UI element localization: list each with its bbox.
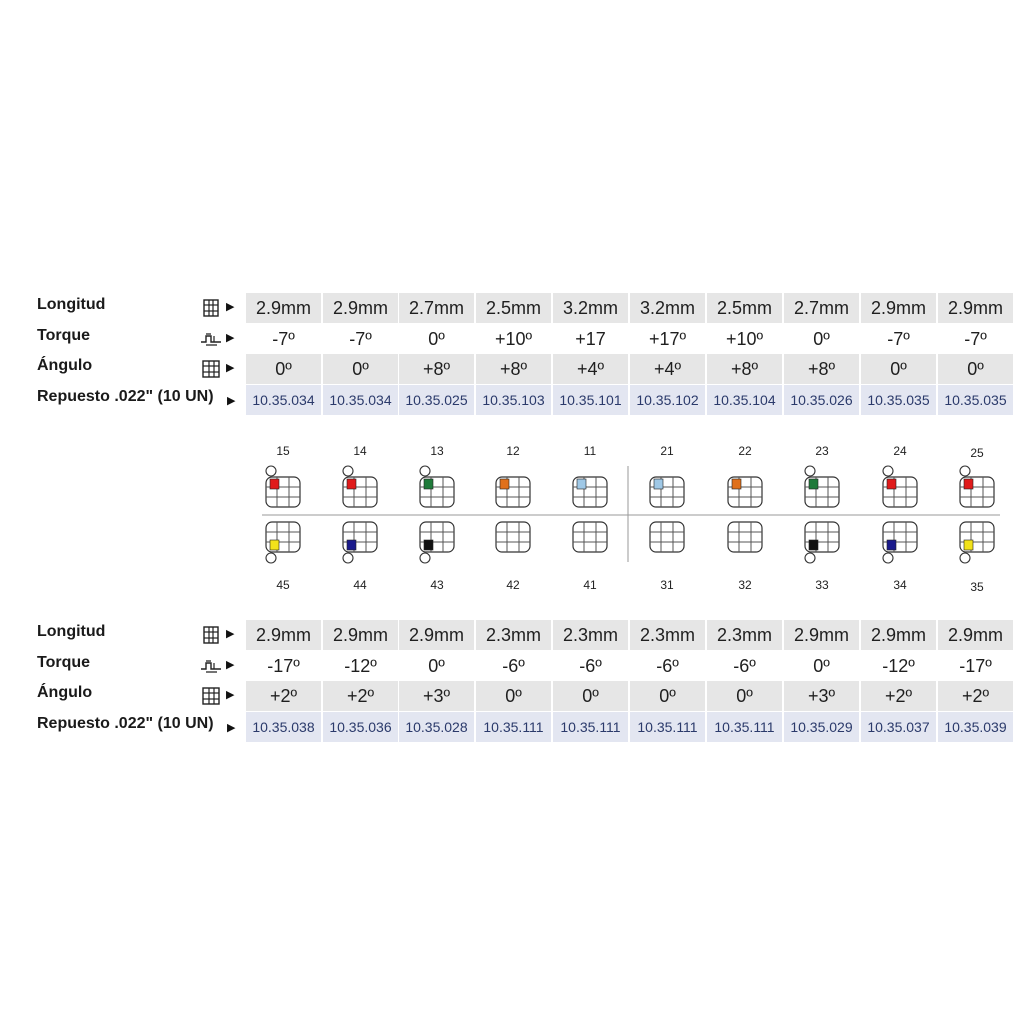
- arrow-right-icon: ▶: [226, 332, 235, 344]
- hook-icon: [805, 466, 815, 476]
- lower-bracket: [573, 522, 607, 552]
- color-marker: [424, 479, 433, 489]
- spec-cell: 10.35.029: [784, 712, 859, 742]
- spec-row: [0, 293, 1024, 323]
- row-label: Repuesto .022" (10 UN): [37, 388, 214, 405]
- spec-cell: 2.3mm: [630, 620, 705, 650]
- hook-icon: [883, 466, 893, 476]
- spec-cell: -6º: [502, 655, 525, 676]
- tooth-number: 42: [506, 578, 520, 592]
- spec-cell: 2.5mm: [476, 293, 551, 323]
- upper-bracket: [343, 466, 377, 507]
- upper-bracket: [728, 477, 762, 507]
- spec-cell: 3.2mm: [630, 293, 705, 323]
- hook-icon: [960, 553, 970, 563]
- tooth-number: 24: [893, 444, 907, 458]
- spec-cell: -12º: [344, 655, 377, 676]
- tooth-number: 21: [660, 444, 674, 458]
- spec-row: [0, 620, 1024, 650]
- spec-cell: +17º: [648, 328, 687, 349]
- spec-cell: +3º: [399, 681, 474, 711]
- spec-cell: 2.9mm: [323, 620, 398, 650]
- spec-cell: +2º: [323, 681, 398, 711]
- color-marker: [809, 540, 818, 550]
- bracket-length-icon: [200, 626, 222, 644]
- spec-cell: 2.9mm: [938, 620, 1013, 650]
- spec-cell: 0º: [428, 655, 445, 676]
- arrow-right-icon: ▶: [226, 659, 235, 671]
- spec-cell: -7º: [349, 328, 372, 349]
- upper-bracket: [573, 477, 607, 507]
- spec-cell: -7º: [964, 328, 987, 349]
- spec-cell: -17º: [267, 655, 300, 676]
- spec-cell: 10.35.111: [630, 712, 705, 742]
- spec-row: [0, 354, 1024, 384]
- spec-cell: 0º: [813, 328, 830, 349]
- spec-cell: 2.9mm: [246, 620, 321, 650]
- tooth-number: 44: [353, 578, 367, 592]
- upper-bracket: [496, 477, 530, 507]
- upper-bracket: [805, 466, 839, 507]
- spec-cell: 2.7mm: [399, 293, 474, 323]
- spec-cell: 2.3mm: [476, 620, 551, 650]
- arrow-right-icon: ▶: [226, 689, 235, 701]
- torque-icon: [200, 330, 222, 348]
- spec-cell: +8º: [399, 354, 474, 384]
- hook-icon: [420, 466, 430, 476]
- spec-cell: +10º: [494, 328, 533, 349]
- lower-bracket: [960, 522, 994, 563]
- arrow-right-icon: ▶: [226, 362, 235, 374]
- spec-cell: 10.35.103: [476, 385, 551, 415]
- spec-cell: 2.9mm: [861, 293, 936, 323]
- spec-cell: +2º: [861, 681, 936, 711]
- spec-cell: 0º: [553, 681, 628, 711]
- tooth-number: 45: [276, 578, 290, 592]
- spec-cell: +4º: [630, 354, 705, 384]
- row-label: Repuesto .022" (10 UN): [37, 715, 214, 732]
- spec-cell: +8º: [784, 354, 859, 384]
- tooth-number: 33: [815, 578, 829, 592]
- angle-icon: [200, 687, 222, 705]
- spec-cell: +10º: [725, 328, 764, 349]
- tooth-number: 25: [970, 446, 984, 460]
- tooth-number: 22: [738, 444, 752, 458]
- color-marker: [887, 479, 896, 489]
- hook-icon: [343, 466, 353, 476]
- spec-cell: 10.35.036: [323, 712, 398, 742]
- tooth-number: 11: [583, 444, 597, 458]
- color-marker: [424, 540, 433, 550]
- row-label: Ángulo: [37, 357, 93, 374]
- spec-cell: 10.35.035: [938, 385, 1013, 415]
- spec-cell: 0º: [813, 655, 830, 676]
- spec-cell: 10.35.111: [553, 712, 628, 742]
- hook-icon: [805, 553, 815, 563]
- spec-cell: 0º: [246, 354, 321, 384]
- spec-cell: -7º: [272, 328, 295, 349]
- spec-cell: 0º: [630, 681, 705, 711]
- spec-cell: +8º: [476, 354, 551, 384]
- spec-cell: 3.2mm: [553, 293, 628, 323]
- hook-icon: [266, 553, 276, 563]
- spec-row: [0, 712, 1024, 742]
- spec-cell: 2.5mm: [707, 293, 782, 323]
- spec-cell: +2º: [246, 681, 321, 711]
- lower-bracket: [420, 522, 454, 563]
- angle-icon: [200, 360, 222, 378]
- color-marker: [577, 479, 586, 489]
- tooth-number: 23: [815, 444, 829, 458]
- row-label: Torque: [37, 327, 91, 344]
- spec-cell: -17º: [959, 655, 992, 676]
- spec-cell: 10.35.111: [476, 712, 551, 742]
- color-marker: [964, 479, 973, 489]
- color-marker: [347, 540, 356, 550]
- spec-cell: 2.9mm: [399, 620, 474, 650]
- color-marker: [654, 479, 663, 489]
- spec-cell: 0º: [707, 681, 782, 711]
- hook-icon: [960, 466, 970, 476]
- tooth-number: 13: [430, 444, 444, 458]
- tooth-number: 34: [893, 578, 907, 592]
- spec-cell: 10.35.101: [553, 385, 628, 415]
- bracket-length-icon: [200, 299, 222, 317]
- upper-bracket: [960, 466, 994, 507]
- spec-cell: -7º: [887, 328, 910, 349]
- tooth-number: 31: [660, 578, 674, 592]
- spec-cell: 2.3mm: [707, 620, 782, 650]
- spec-cell: 0º: [428, 328, 445, 349]
- spec-row: [0, 651, 1024, 681]
- tooth-number: 15: [276, 444, 290, 458]
- spec-cell: +3º: [784, 681, 859, 711]
- spec-cell: -6º: [733, 655, 756, 676]
- spec-cell: 10.35.039: [938, 712, 1013, 742]
- spec-cell: 10.35.034: [246, 385, 321, 415]
- row-label: Longitud: [37, 296, 106, 313]
- lower-bracket: [650, 522, 684, 552]
- torque-icon: [200, 657, 222, 675]
- spec-cell: 2.9mm: [323, 293, 398, 323]
- spec-cell: 10.35.104: [707, 385, 782, 415]
- spec-cell: 2.7mm: [784, 293, 859, 323]
- lower-bracket: [343, 522, 377, 563]
- spec-cell: 10.35.028: [399, 712, 474, 742]
- spec-cell: 2.9mm: [861, 620, 936, 650]
- lower-bracket: [496, 522, 530, 552]
- hook-icon: [420, 553, 430, 563]
- color-marker: [809, 479, 818, 489]
- hook-icon: [266, 466, 276, 476]
- upper-bracket: [883, 466, 917, 507]
- color-marker: [500, 479, 509, 489]
- upper-bracket: [420, 466, 454, 507]
- tooth-number: 14: [353, 444, 367, 458]
- spec-cell: +4º: [553, 354, 628, 384]
- tooth-number: 12: [506, 444, 520, 458]
- spec-cell: +8º: [707, 354, 782, 384]
- spec-cell: 2.9mm: [938, 293, 1013, 323]
- color-marker: [270, 479, 279, 489]
- color-marker: [964, 540, 973, 550]
- spec-cell: 10.35.025: [399, 385, 474, 415]
- row-label: Torque: [37, 654, 91, 671]
- upper-bracket: [266, 466, 300, 507]
- spec-cell: 10.35.035: [861, 385, 936, 415]
- arrow-right-icon: ▶: [226, 628, 235, 640]
- spec-cell: 2.9mm: [246, 293, 321, 323]
- upper-bracket: [650, 477, 684, 507]
- arrow-right-icon: ▶: [226, 301, 235, 313]
- spec-cell: 10.35.111: [707, 712, 782, 742]
- lower-bracket: [728, 522, 762, 552]
- color-marker: [887, 540, 896, 550]
- spec-cell: 2.3mm: [553, 620, 628, 650]
- row-label: Longitud: [37, 623, 106, 640]
- color-marker: [270, 540, 279, 550]
- spec-cell: -6º: [656, 655, 679, 676]
- color-marker: [732, 479, 741, 489]
- spec-cell: 10.35.034: [323, 385, 398, 415]
- spec-row: [0, 324, 1024, 354]
- spec-cell: 0º: [476, 681, 551, 711]
- tooth-number: 43: [430, 578, 444, 592]
- spec-cell: -12º: [882, 655, 915, 676]
- hook-icon: [343, 553, 353, 563]
- spec-row: [0, 385, 1024, 415]
- tooth-number: 32: [738, 578, 752, 592]
- spec-cell: 0º: [323, 354, 398, 384]
- spec-cell: 10.35.026: [784, 385, 859, 415]
- spec-cell: 10.35.102: [630, 385, 705, 415]
- spec-cell: +17: [575, 328, 606, 349]
- lower-bracket: [266, 522, 300, 563]
- arrow-right-icon: ▶: [227, 722, 236, 734]
- arrow-right-icon: ▶: [227, 395, 236, 407]
- spec-cell: 10.35.038: [246, 712, 321, 742]
- spec-cell: 2.9mm: [784, 620, 859, 650]
- row-label: Ángulo: [37, 684, 93, 701]
- spec-cell: 0º: [938, 354, 1013, 384]
- tooth-number: 35: [970, 580, 984, 594]
- spec-cell: 0º: [861, 354, 936, 384]
- lower-bracket: [883, 522, 917, 563]
- spec-row: [0, 681, 1024, 711]
- tooth-number: 41: [583, 578, 597, 592]
- spec-cell: +2º: [938, 681, 1013, 711]
- hook-icon: [883, 553, 893, 563]
- spec-cell: 10.35.037: [861, 712, 936, 742]
- spec-cell: -6º: [579, 655, 602, 676]
- lower-bracket: [805, 522, 839, 563]
- color-marker: [347, 479, 356, 489]
